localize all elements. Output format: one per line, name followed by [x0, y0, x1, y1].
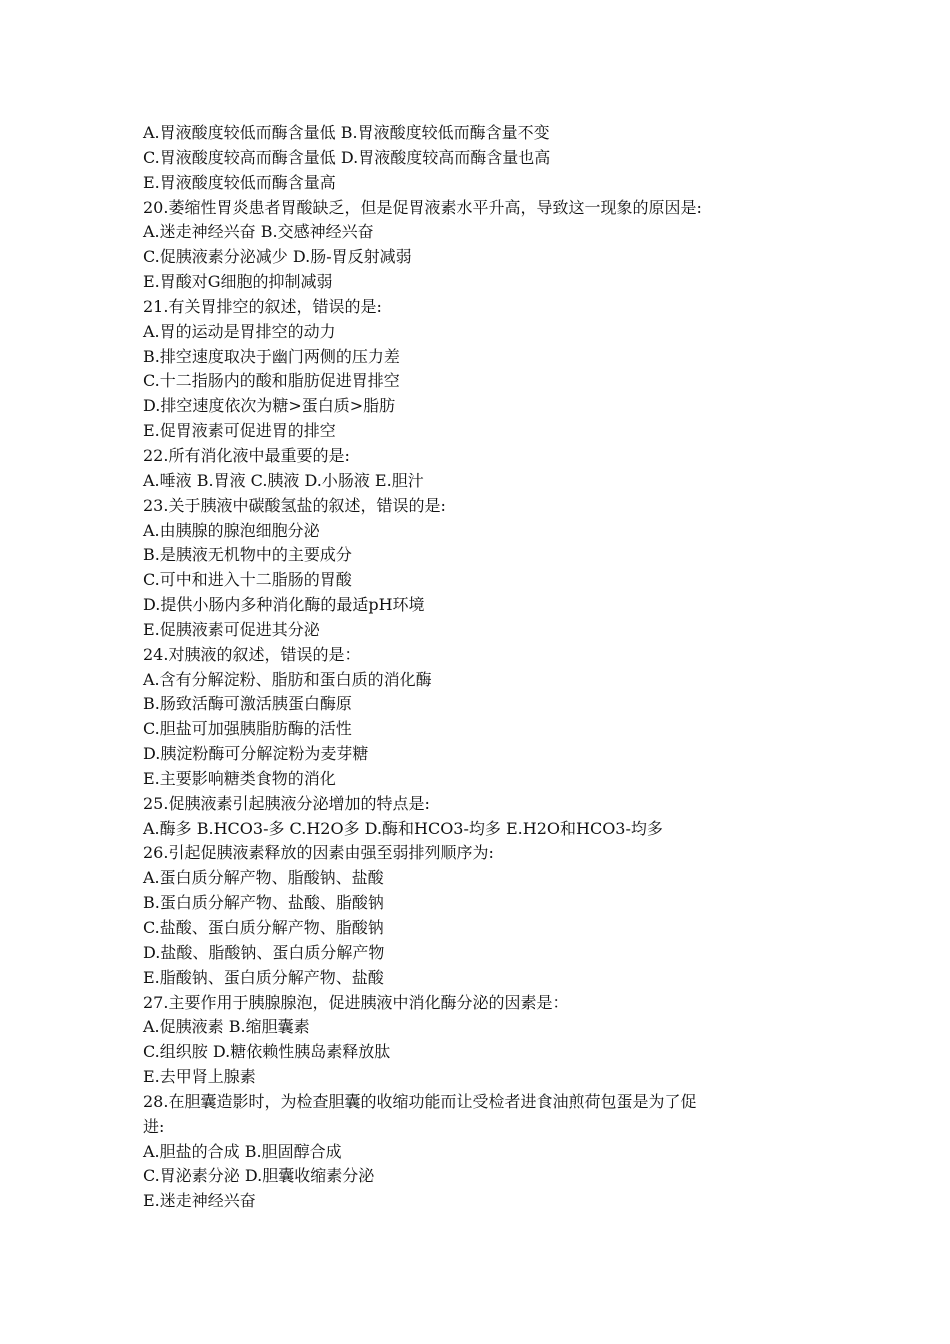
question-26: 26.引起促胰液素释放的因素由强至弱排列顺序为:: [143, 843, 494, 863]
question-22: 22.所有消化液中最重要的是:: [143, 445, 350, 465]
text-line: A.促胰液素 B.缩胆囊素: [143, 1017, 310, 1037]
text-line: D.提供小肠内多种消化酶的最适pH环境: [143, 595, 425, 615]
text-line: A.酶多 B.HCO3-多 C.H2O多 D.酶和HCO3-均多 E.H2O和HCO3-均多: [143, 818, 663, 838]
text-line: A.胃液酸度较低而酶含量低 B.胃液酸度较低而酶含量不变: [143, 123, 550, 142]
text-line: D.胰淀粉酶可分解淀粉为麦芽糖: [143, 744, 369, 764]
text-line: E.去甲肾上腺素: [143, 1067, 256, 1087]
text-line: C.胃泌素分泌 D.胆囊收缩素分泌: [143, 1166, 375, 1186]
text-line: E.迷走神经兴奋: [143, 1191, 256, 1211]
text-line: E.促胃液素可促进胃的排空: [143, 421, 336, 441]
question-24: 24.对胰液的叙述，错误的是：: [143, 644, 361, 664]
text-line: A.蛋白质分解产物、脂酸钠、盐酸: [143, 868, 384, 888]
question-25: 25.促胰液素引起胰液分泌增加的特点是:: [143, 793, 430, 813]
question-23: 23.关于胰液中碳酸氢盐的叙述，错误的是:: [143, 495, 446, 515]
text-line: A.胆盐的合成 B.胆固醇合成: [143, 1141, 342, 1161]
text-line: C.胃液酸度较高而酶含量低 D.胃液酸度较高而酶含量也高: [143, 147, 551, 167]
text-line: E.脂酸钠、蛋白质分解产物、盐酸: [143, 967, 384, 987]
text-line: D.盐酸、脂酸钠、蛋白质分解产物: [143, 942, 385, 962]
text-line: C.盐酸、蛋白质分解产物、脂酸钠: [143, 918, 384, 937]
text-line: E.胃液酸度较低而酶含量高: [143, 172, 336, 192]
text-line: C.可中和进入十二脂肠的胃酸: [143, 570, 352, 590]
question-20: 20.萎缩性胃炎患者胃酸缺乏，但是促胃液素水平升高，导致这一现象的原因是:: [143, 197, 702, 217]
text-line: E.促胰液素可促进其分泌: [143, 619, 320, 639]
text-line: A.迷走神经兴奋 B.交感神经兴奋: [143, 222, 374, 242]
text-line: E.胃酸对G细胞的抑制减弱: [143, 272, 333, 292]
text-line: B.肠致活酶可激活胰蛋白酶原: [143, 694, 352, 714]
text-line: E.主要影响糖类食物的消化: [143, 768, 336, 788]
question-27: 27.主要作用于胰腺腺泡，促进胰液中消化酶分泌的因素是：: [143, 992, 569, 1012]
text-line: C.胆盐可加强胰脂肪酶的活性: [143, 719, 352, 739]
text-line: C.组织胺 D.糖依赖性胰岛素释放肽: [143, 1042, 391, 1062]
text-line: 进:: [143, 1116, 165, 1136]
question-28: 28.在胆囊造影时，为检查胆囊的收缩功能而让受检者进食油煎荷包蛋是为了促: [143, 1091, 697, 1111]
text-line: A.由胰腺的腺泡细胞分泌: [143, 520, 320, 540]
text-line: A.唾液 B.胃液 C.胰液 D.小肠液 E.胆汁: [143, 470, 424, 490]
document-page: [143, 121, 823, 1214]
text-line: C.促胰液素分泌减少 D.肠-胃反射减弱: [143, 247, 412, 267]
text-line: A.含有分解淀粉、脂肪和蛋白质的消化酶: [143, 669, 432, 689]
text-line: D.排空速度依次为糖>蛋白质>脂肪: [143, 396, 396, 416]
question-21: 21.有关胃排空的叙述，错误的是:: [143, 296, 382, 316]
text-line: A.胃的运动是胃排空的动力: [143, 321, 336, 341]
text-line: B.是胰液无机物中的主要成分: [143, 545, 352, 565]
text-line: B.蛋白质分解产物、盐酸、脂酸钠: [143, 893, 384, 913]
text-line: B.排空速度取决于幽门两侧的压力差: [143, 346, 400, 366]
text-line: C.十二指肠内的酸和脂肪促进胃排空: [143, 371, 400, 391]
